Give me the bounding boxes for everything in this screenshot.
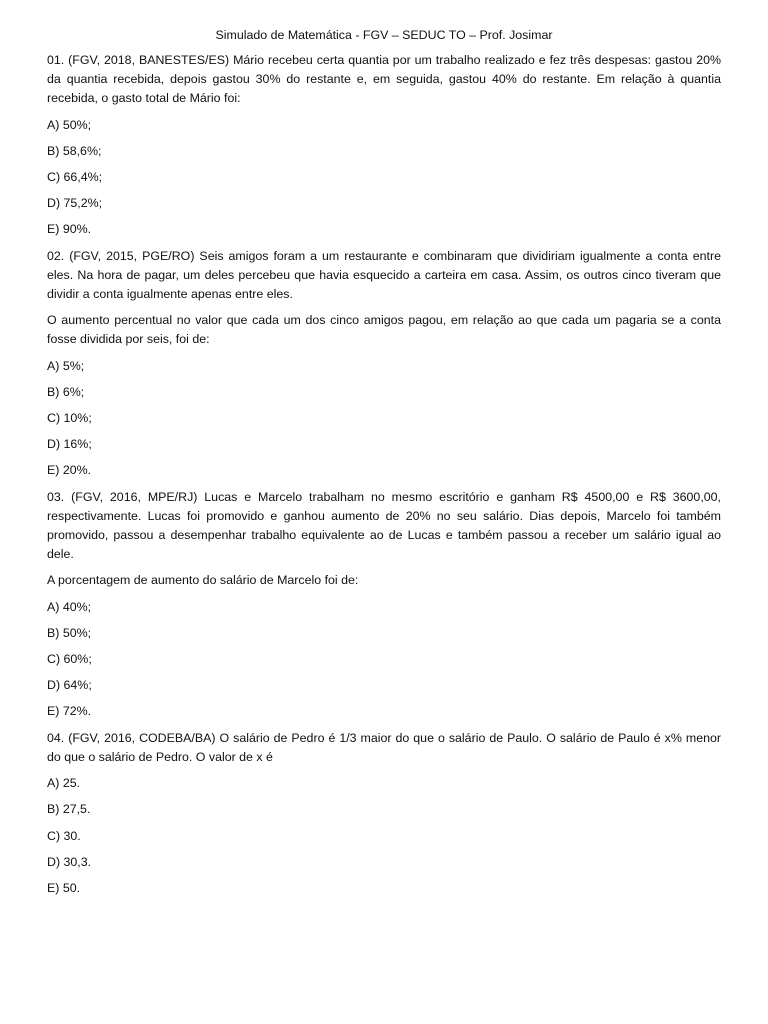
question-01-option-c: C) 66,4%; bbox=[47, 170, 103, 185]
question-04-option-a: A) 25. bbox=[47, 776, 81, 791]
question-01-option-a: A) 50%; bbox=[47, 117, 92, 132]
question-03-option-d: D) 64%; bbox=[47, 678, 92, 693]
question-03-option-b: B) 50%; bbox=[47, 625, 92, 640]
question-03-option-a: A) 40%; bbox=[47, 599, 92, 614]
question-03-prompt: A porcentagem de aumento do salário de Marcelo foi de: bbox=[47, 573, 359, 588]
question-04-statement: 04. (FGV, 2016, CODEBA/BA) O salário de Pedro é 1/3 maior do que o salário de Paulo. O salário de Paulo é x% menor do que o salário de Pedro. O valor de x é bbox=[47, 730, 721, 764]
question-02-statement: 02. (FGV, 2015, PGE/RO) Seis amigos foram a um restaurante e combinaram que dividiriam igualmente a conta entre eles. Na hora de pagar, um deles percebeu que havia esquecido a carteira em casa. Assim, os outros cinco tiveram que dividir a conta igualmente apenas entre eles. bbox=[47, 248, 721, 302]
question-01-statement: 01. (FGV, 2018, BANESTES/ES) Mário recebeu certa quantia por um trabalho realizado e fez três despesas: gastou 20% da quantia recebida, depois gastou 30% do restante e, em seguida, gastou 40% do restante. Em relação à quantia recebida, o gasto total de Mário foi: bbox=[47, 53, 721, 106]
question-03 bbox=[47, 488, 721, 722]
question-04-option-e: E) 50. bbox=[47, 880, 81, 895]
question-02-option-d: D) 16%; bbox=[47, 437, 92, 452]
question-02-prompt: O aumento percentual no valor que cada um dos cinco amigos pagou, em relação ao que cada um pagaria se a conta fosse dividida por seis, foi de: bbox=[47, 313, 721, 347]
question-01-option-d: D) 75,2%; bbox=[47, 196, 103, 211]
question-04-option-c: C) 30. bbox=[47, 828, 81, 843]
question-02-option-a: A) 5%; bbox=[47, 358, 85, 373]
question-04-option-b: B) 27,5. bbox=[47, 802, 91, 817]
question-02-option-b: B) 6%; bbox=[47, 384, 85, 399]
question-01 bbox=[47, 51, 721, 240]
question-03-option-e: E) 72%. bbox=[47, 704, 92, 719]
question-04-option-d: D) 30,3. bbox=[47, 854, 92, 869]
question-03-option-c: C) 60%; bbox=[47, 652, 92, 667]
question-02 bbox=[47, 247, 721, 481]
question-04 bbox=[47, 729, 721, 898]
page-title: Simulado de Matemática - FGV – SEDUC TO – Prof. Josimar bbox=[215, 28, 553, 42]
question-01-option-e: E) 90%. bbox=[47, 222, 92, 237]
question-01-option-b: B) 58,6%; bbox=[47, 143, 102, 158]
question-02-option-e: E) 20%. bbox=[47, 463, 92, 478]
question-02-option-c: C) 10%; bbox=[47, 411, 92, 426]
question-03-statement: 03. (FGV, 2016, MPE/RJ) Lucas e Marcelo trabalham no mesmo escritório e ganham R$ 4500,00 e R$ 3600,00, respectivamente. Lucas foi promovido e ganhou aumento de 20% no seu salário. Dias depois, Marcelo foi também promovido, passou a desempenhar trabalho equivalente ao de Lucas e também passou a receber um salário igual ao dele. bbox=[47, 489, 721, 562]
